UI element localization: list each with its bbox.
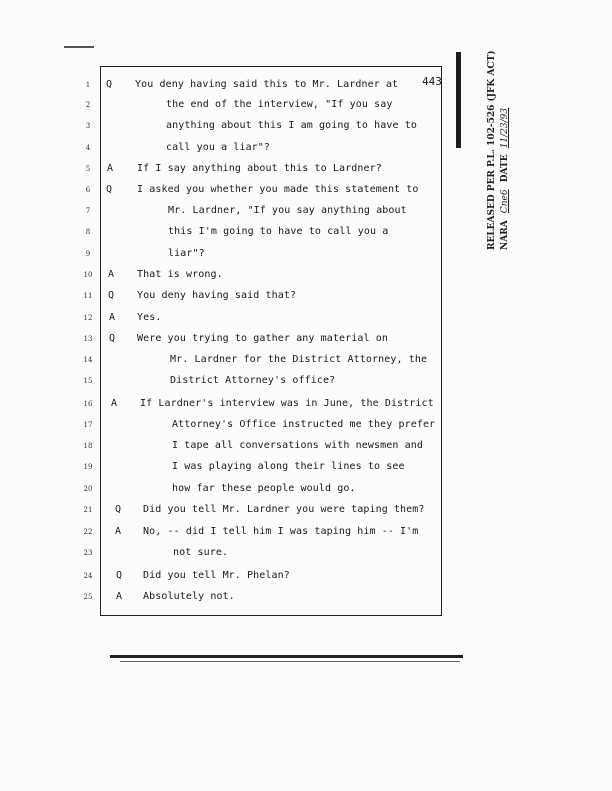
line-number: 25	[83, 593, 93, 601]
line-number: 6	[85, 186, 91, 194]
line-number: 22	[83, 528, 93, 536]
scan-bottom-line-thin	[120, 661, 460, 662]
line-number: 11	[83, 292, 93, 300]
transcript-line-text: Did you tell Mr. Phelan?	[143, 570, 290, 581]
line-number: 1	[85, 81, 91, 89]
stamp-nara: NARA	[500, 220, 510, 250]
transcript-line-text: I was playing along their lines to see	[172, 461, 405, 472]
transcript-line-text: You deny having said that?	[137, 290, 297, 301]
transcript-line-text: No, -- did I tell him I was taping him -- I'm	[143, 526, 419, 537]
line-number: 5	[85, 165, 91, 173]
line-number: 17	[83, 421, 93, 429]
scan-edge-bar	[456, 52, 461, 148]
speaker-label: Q	[116, 570, 123, 581]
line-number: 14	[83, 356, 93, 364]
speaker-label: A	[111, 398, 118, 409]
speaker-label: A	[108, 269, 115, 280]
line-number: 4	[85, 144, 91, 152]
line-number: 3	[85, 122, 91, 130]
stamp-signature: Cne6	[500, 189, 510, 214]
transcript-line-text: Absolutely not.	[143, 591, 235, 602]
stamp-line-1: RELEASED PER P.L. 102-526 (JFK ACT)	[487, 50, 497, 250]
transcript-line-text: call you a liar"?	[166, 142, 271, 153]
transcript-line-text: the end of the interview, "If you say	[166, 99, 393, 110]
transcript-line-text: If Lardner's interview was in June, the District	[140, 398, 434, 409]
line-number: 9	[85, 250, 91, 258]
speaker-label: Q	[115, 504, 122, 515]
transcript-line-text: You deny having said this to Mr. Lardner at	[135, 79, 399, 90]
transcript-line-text: not sure.	[173, 547, 229, 558]
transcript-line-text: Were you trying to gather any material on	[137, 333, 388, 344]
transcript-line-text: If I say anything about this to Lardner?	[137, 163, 382, 174]
line-number: 16	[83, 400, 93, 408]
line-number: 24	[83, 572, 93, 580]
speaker-label: A	[116, 591, 123, 602]
line-number: 13	[83, 335, 93, 343]
line-number: 18	[83, 442, 93, 450]
transcript-line-text: this I'm going to have to call you a	[168, 226, 389, 237]
transcript-line-text: District Attorney's office?	[170, 375, 336, 386]
transcript-line-text: Mr. Lardner, "If you say anything about	[168, 205, 407, 216]
line-number: 2	[85, 101, 91, 109]
line-number: 12	[83, 314, 93, 322]
transcript-line-text: Attorney's Office instructed me they prefer	[172, 419, 436, 430]
line-number: 15	[83, 377, 93, 385]
speaker-label: Q	[108, 290, 115, 301]
transcript-line-text: I tape all conversations with newsmen and	[172, 440, 423, 451]
stamp-line-2	[499, 51, 512, 250]
scan-mark	[64, 46, 94, 48]
stamp-date-label: DATE	[500, 154, 510, 183]
release-stamp	[486, 51, 512, 250]
line-number: 19	[83, 463, 93, 471]
transcript-line-text: Yes.	[137, 312, 162, 323]
speaker-label: A	[115, 526, 122, 537]
line-number: 20	[83, 485, 93, 493]
transcript-line-text: anything about this I am going to have to	[166, 120, 417, 131]
speaker-label: Q	[109, 333, 116, 344]
speaker-label: A	[107, 163, 114, 174]
line-number: 10	[83, 271, 93, 279]
speaker-label: Q	[106, 79, 113, 90]
transcript-line-text: Did you tell Mr. Lardner you were taping them?	[143, 504, 425, 515]
scan-bottom-line	[110, 655, 463, 658]
transcript-line-text: liar"?	[168, 248, 205, 259]
line-number: 7	[85, 207, 91, 215]
line-number: 23	[83, 549, 93, 557]
page-number: 443	[422, 75, 442, 88]
transcript-line-text: That is wrong.	[137, 269, 223, 280]
line-number: 21	[83, 506, 93, 514]
speaker-label: A	[109, 312, 116, 323]
speaker-label: Q	[106, 184, 113, 195]
transcript-line-text: Mr. Lardner for the District Attorney, the	[170, 354, 428, 365]
stamp-date: 11/23/93	[500, 107, 510, 149]
transcript-line-text: I asked you whether you made this statement to	[137, 184, 419, 195]
transcript-line-text: how far these people would go.	[172, 483, 356, 494]
line-number: 8	[85, 228, 91, 236]
